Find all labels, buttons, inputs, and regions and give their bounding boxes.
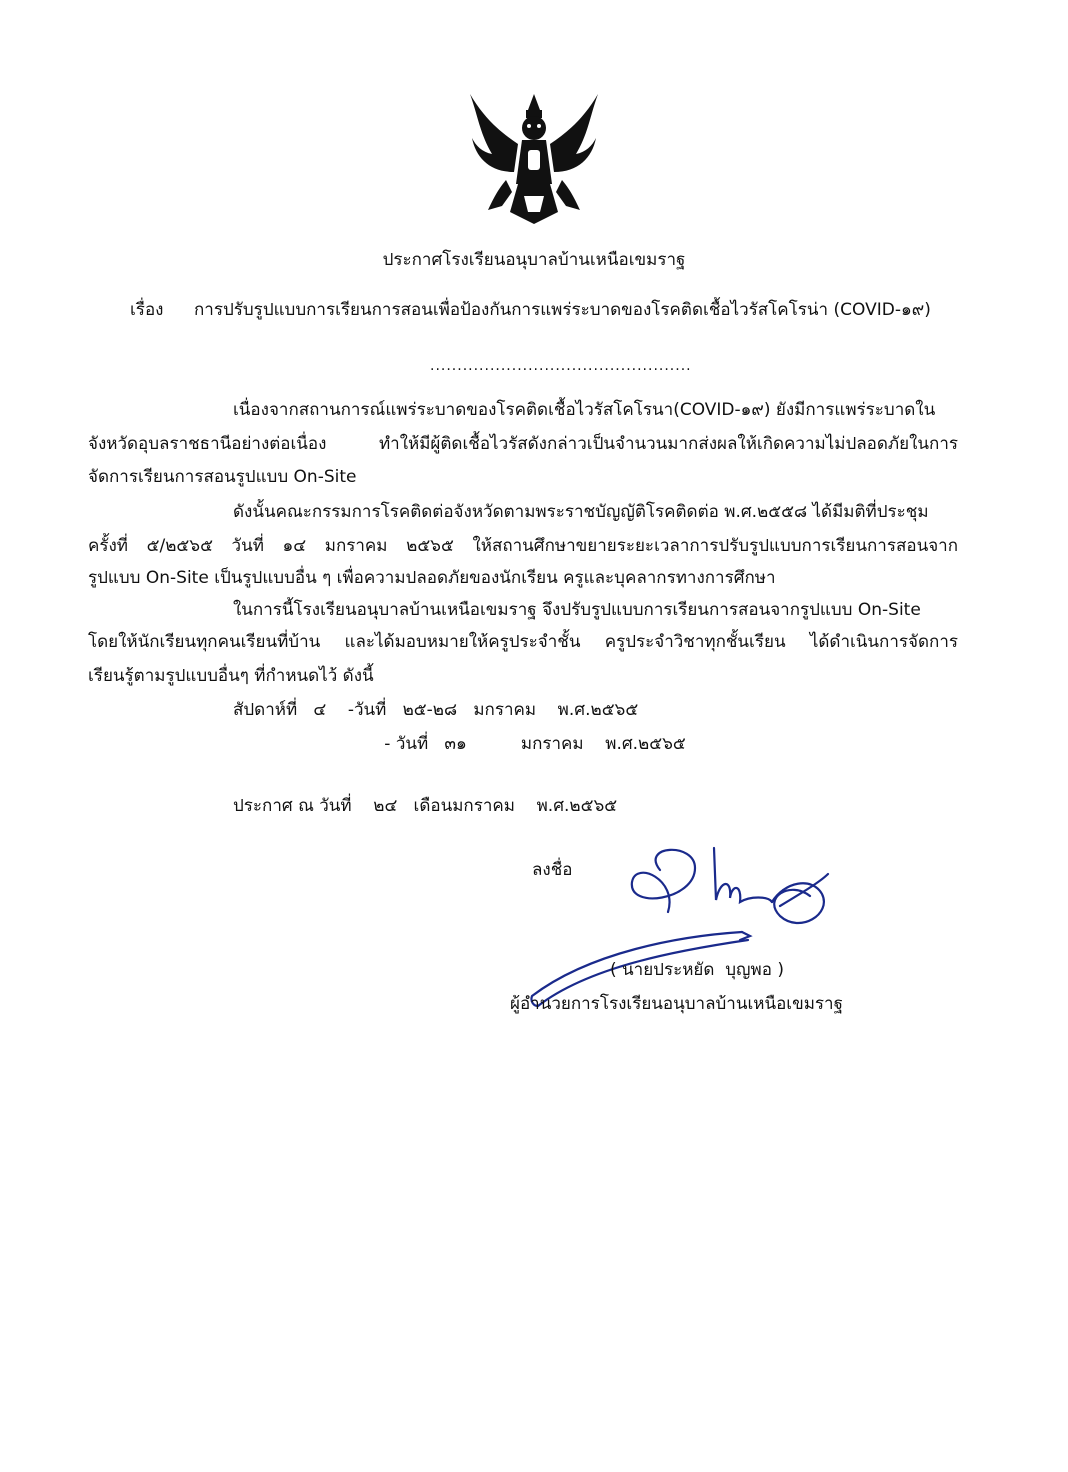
subject-label: เรื่อง	[130, 300, 164, 320]
signer-name: ( นายประหยัด บุญพอ )	[610, 960, 784, 980]
announcement-title: ประกาศโรงเรียนอนุบาลบ้านเหนือเขมราฐ	[382, 250, 686, 270]
subject-line	[130, 298, 931, 322]
signature-label: ลงชื่อ	[532, 860, 573, 880]
paragraph-2-line-1: ดังนั้นคณะกรรมการโรคติดต่อจังหวัดตามพระราชบัญญัติโรคติดต่อ พ.ศ.๒๕๕๘ ได้มีมติที่ประชุม	[233, 502, 929, 522]
paragraph-2-line-2: ครั้งที่ ๕/๒๕๖๕ วันที่ ๑๔ มกราคม ๒๕๖๕ ให้สถานศึกษาขยายระยะเวลาการปรับรูปแบบการเรียนการสอนจาก	[88, 536, 958, 556]
paragraph-3-line-2: โดยให้นักเรียนทุกคนเรียนที่บ้าน และได้มอบหมายให้ครูประจำชั้น ครูประจำวิชาทุกชั้นเรียน ได้ดำเนินการจัดการ	[88, 632, 958, 652]
paragraph-3-line-3: เรียนรู้ตามรูปแบบอื่นๆ ที่กำหนดไว้ ดังนี้	[88, 666, 374, 686]
separator-dots: ................................................	[430, 358, 692, 374]
announcement-date: ประกาศ ณ วันที่ ๒๔ เดือนมกราคม พ.ศ.๒๕๖๕	[233, 796, 618, 816]
schedule-line-1: สัปดาห์ที่ ๔ -วันที่ ๒๕-๒๘ มกราคม พ.ศ.๒๕๖๕	[233, 700, 639, 720]
schedule-line-2: - วันที่ ๓๑ มกราคม พ.ศ.๒๕๖๕	[233, 734, 686, 754]
signer-position: ผู้อำนวยการโรงเรียนอนุบาลบ้านเหนือเขมราฐ	[510, 994, 843, 1014]
paragraph-1-line-1: เนื่องจากสถานการณ์แพร่ระบาดของโรคติดเชื้อไวรัสโคโรนา(COVID-๑๙) ยังมีการแพร่ระบาดใน	[233, 400, 936, 420]
paragraph-1-line-3: จัดการเรียนการสอนรูปแบบ On-Site	[88, 467, 357, 487]
subject-text: การปรับรูปแบบการเรียนการสอนเพื่อป้องกันการแพร่ระบาดของโรคติดเชื้อไวรัสโคโรน่า (COVID-๑๙)	[194, 300, 931, 320]
paragraph-1-line-2: จังหวัดอุบลราชธานีอย่างต่อเนื่อง ทำให้มีผู้ติดเชื้อไวรัสดังกล่าวเป็นจำนวนมากส่งผลให้เกิดความไม่ปลอดภัยในการ	[88, 434, 958, 454]
paragraph-3-line-1: ในการนี้โรงเรียนอนุบาลบ้านเหนือเขมราฐ จึงปรับรูปแบบการเรียนการสอนจากรูปแบบ On-Site	[233, 600, 921, 620]
paragraph-2-line-3: รูปแบบ On-Site เป็นรูปแบบอื่น ๆ เพื่อความปลอดภัยของนักเรียน ครูและบุคลากรทางการศึกษา	[88, 568, 776, 588]
garuda-emblem-icon	[466, 88, 602, 228]
